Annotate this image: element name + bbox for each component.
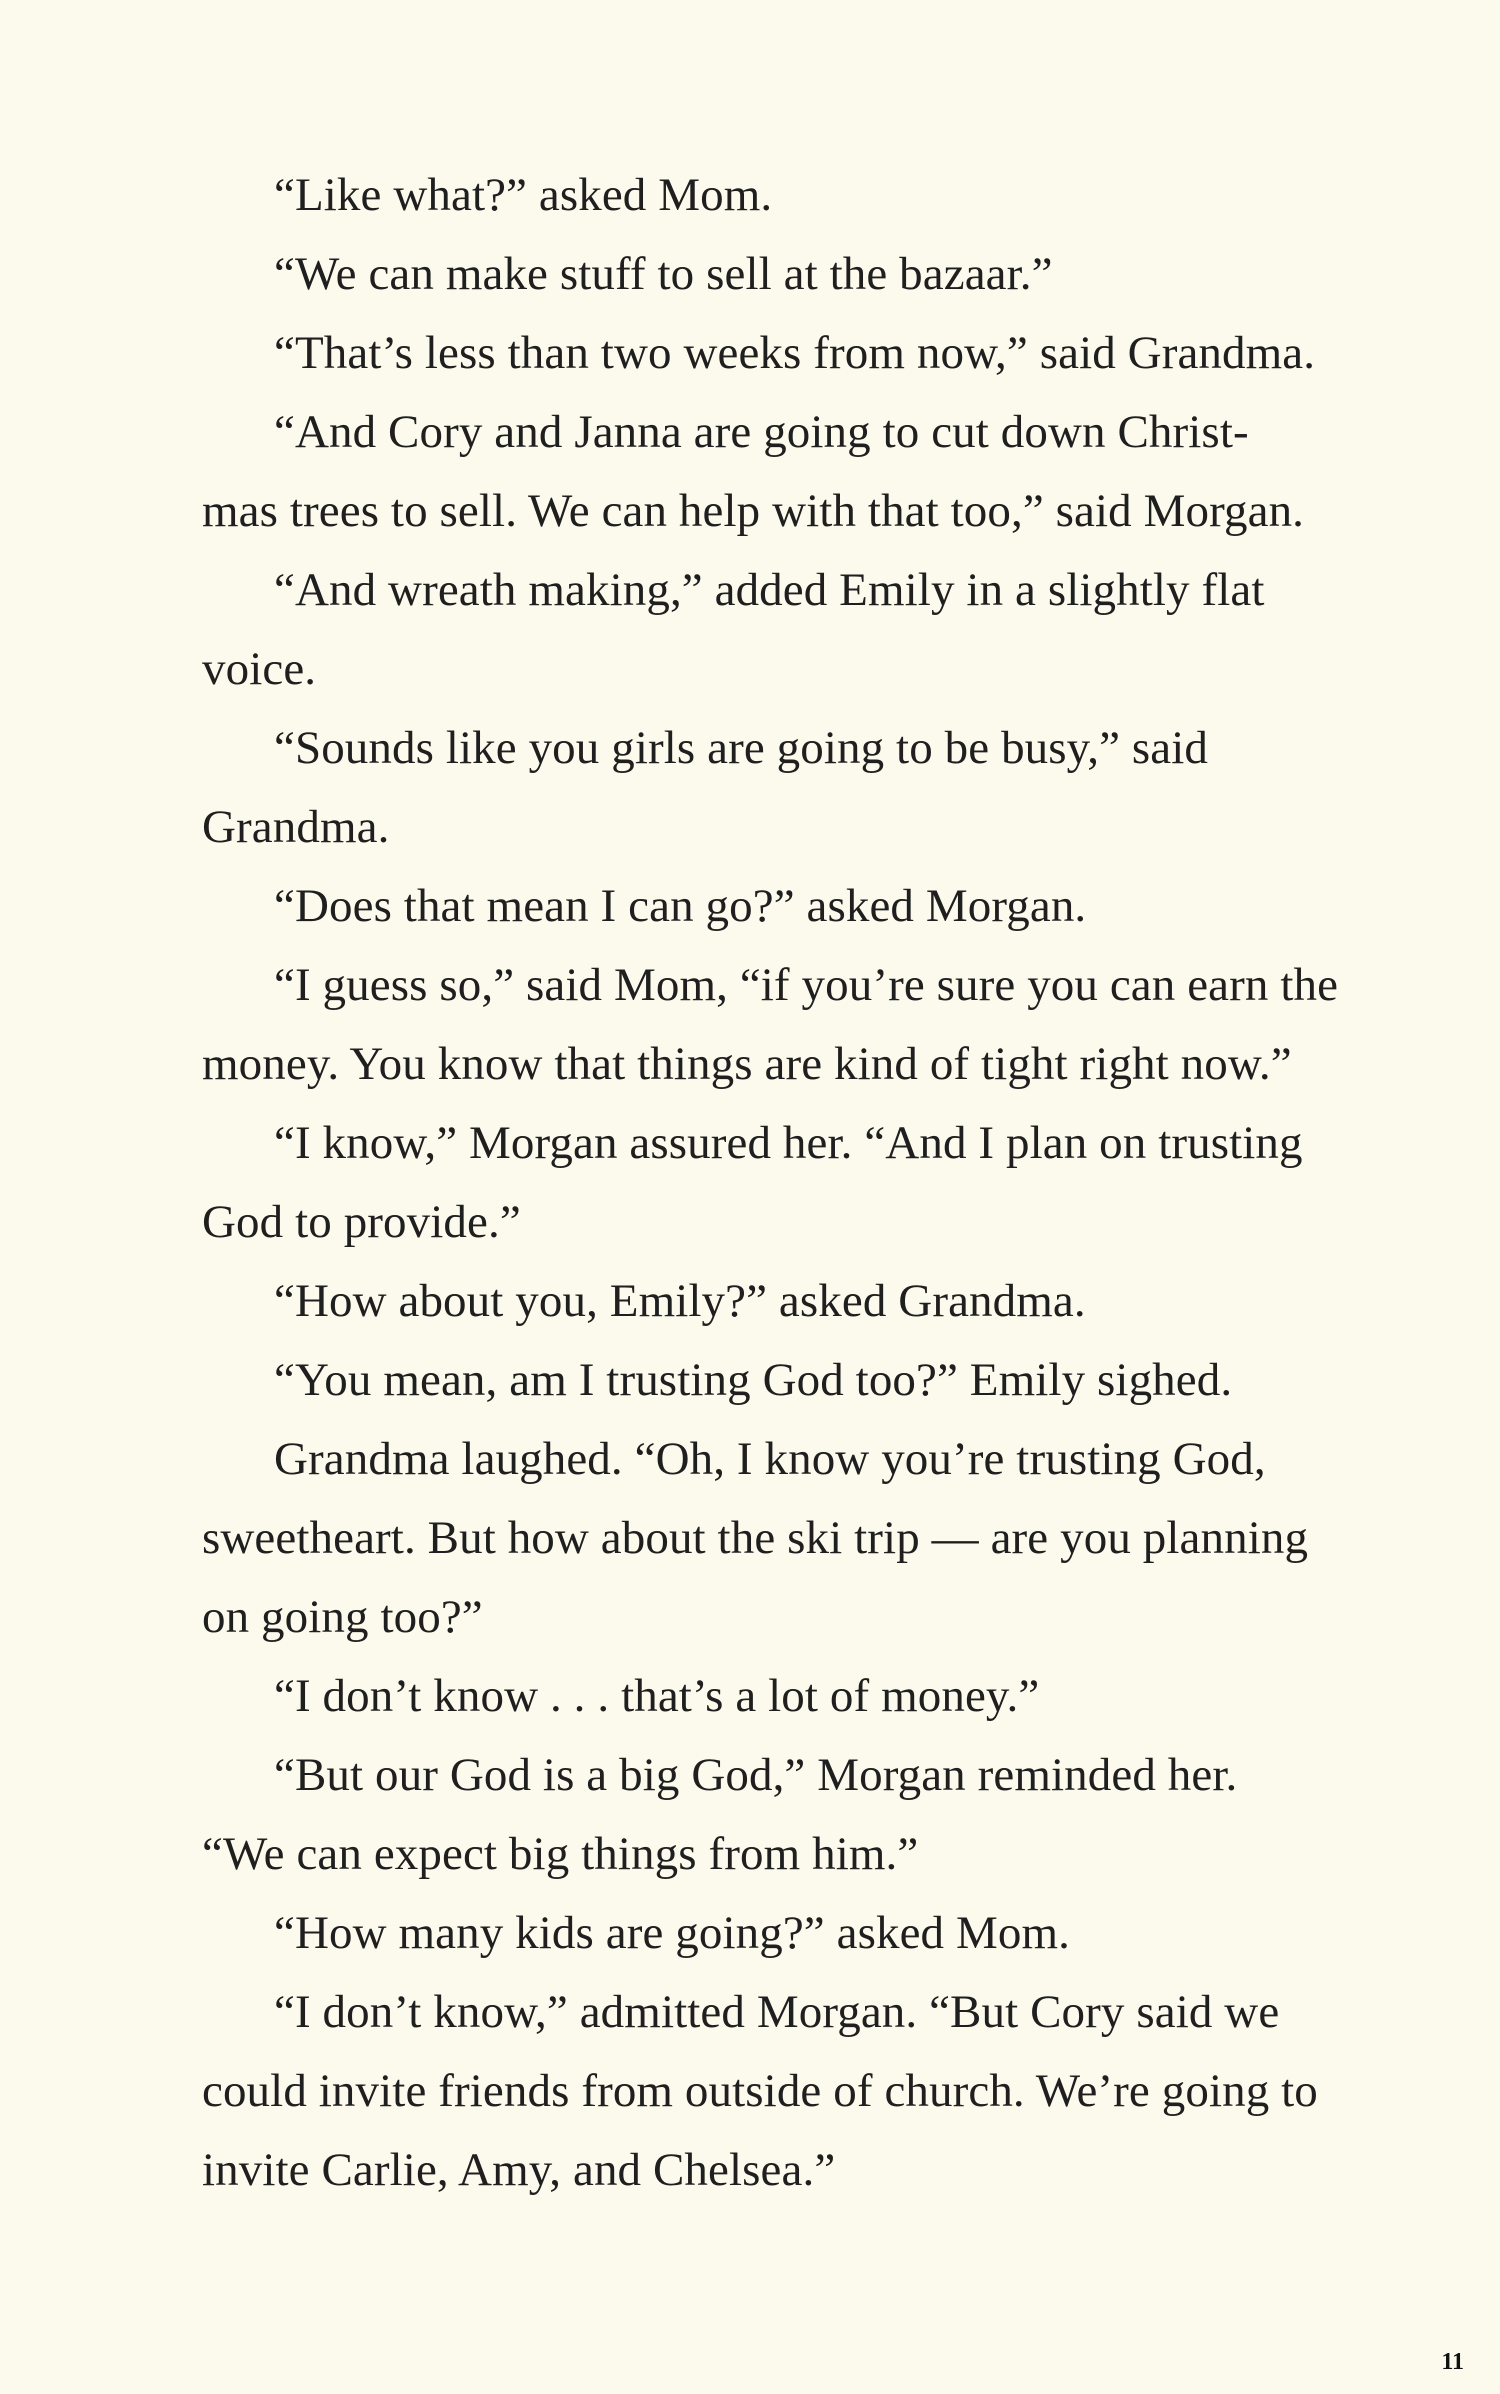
text-line: “That’s less than two weeks from now,” said Grandma. [274,327,1316,379]
text-line: “And wreath making,” added Emily in a slightly flat [274,564,1265,616]
text-line: “Like what?” asked Mom. [274,169,773,221]
text-line: mas trees to sell. We can help with that too,” said Morgan. [202,485,1305,537]
text-line: voice. [202,643,317,695]
text-line: “But our God is a big God,” Morgan reminded her. [274,1749,1238,1801]
text-line: “How many kids are going?” asked Mom. [274,1907,1070,1959]
text-line: could invite friends from outside of church. We’re going to [202,2065,1318,2117]
page-number: 11 [1441,2349,1464,2375]
text-line: “And Cory and Janna are going to cut down Christ- [274,406,1249,458]
text-line: God to provide.” [202,1196,521,1248]
text-line: Grandma. [202,801,390,853]
page-text [202,162,1382,2216]
text-line: “Does that mean I can go?” asked Morgan. [274,880,1087,932]
text-line: invite Carlie, Amy, and Chelsea.” [202,2144,836,2196]
text-line: money. You know that things are kind of tight right now.” [202,1038,1292,1090]
text-line: Grandma laughed. “Oh, I know you’re trusting God, [274,1433,1266,1485]
text-line: “Sounds like you girls are going to be busy,” said [274,722,1208,774]
text-line: “How about you, Emily?” asked Grandma. [274,1275,1086,1327]
text-line: “We can expect big things from him.” [202,1828,919,1880]
text-line: “I don’t know . . . that’s a lot of money.” [274,1670,1040,1722]
text-line: “I guess so,” said Mom, “if you’re sure you can earn the [274,959,1339,1011]
text-line: “You mean, am I trusting God too?” Emily sighed. [274,1354,1233,1406]
text-line: on going too?” [202,1591,483,1643]
text-line: “I don’t know,” admitted Morgan. “But Cory said we [274,1986,1280,2038]
text-line: “I know,” Morgan assured her. “And I plan on trusting [274,1117,1303,1169]
text-line: sweetheart. But how about the ski trip — are you planning [202,1512,1309,1564]
text-line: “We can make stuff to sell at the bazaar.” [274,248,1053,300]
